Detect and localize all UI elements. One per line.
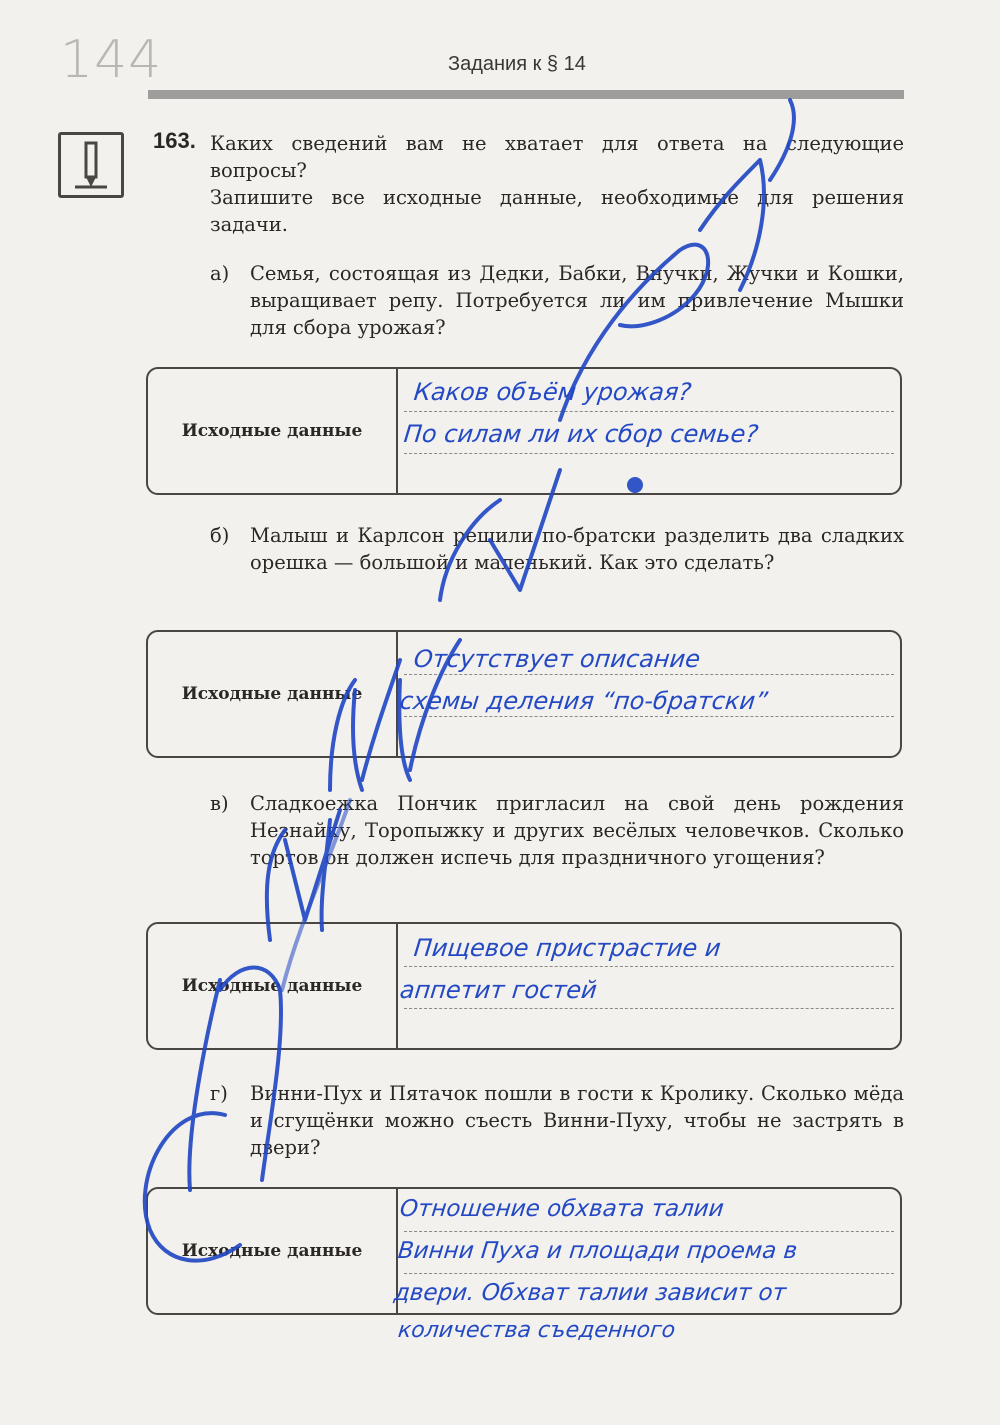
ruled-line <box>404 1231 894 1232</box>
handwritten-answer-v-1: Пищевое пристрастие и <box>412 934 723 962</box>
page-number: 144 <box>60 30 163 90</box>
handwritten-answer-g-3: двери. Обхват талии зависит от <box>392 1280 788 1306</box>
handwritten-answer-b-1: Отсутствует описание <box>412 645 702 673</box>
task-question-1: Каких сведений вам не хватает для ответа на следующие вопросы? <box>210 132 904 182</box>
ruled-line <box>404 411 894 412</box>
item-v-marker: в) <box>210 792 229 815</box>
item-a-marker: а) <box>210 262 230 285</box>
page-header-title: Задания к § 14 <box>448 53 586 75</box>
item-a-text: Семья, состоящая из Дедки, Бабки, Внучки, Жучки и Кошки, выращивает репу. Потребуется ли им привлечение Мышки для сбора урожая? <box>250 262 904 339</box>
item-b-text: Малыш и Карлсон решили по-братски разделить два сладких орешка — большой и маленький. Как это сделать? <box>250 524 904 574</box>
header-rule <box>148 90 904 99</box>
ruled-line <box>404 966 894 967</box>
handwritten-answer-g-1: Отношение обхвата талии <box>398 1196 726 1222</box>
ruled-line <box>404 674 894 675</box>
answer-label-b: Исходные данные <box>148 632 398 756</box>
pencil-task-icon <box>58 132 124 198</box>
handwritten-answer-g-4: количества съеденного <box>396 1318 677 1343</box>
ruled-line <box>404 716 894 717</box>
answer-label-g: Исходные данные <box>148 1189 398 1313</box>
answer-label-v: Исходные данные <box>148 924 398 1048</box>
handwritten-answer-a-2: По силам ли их сбор семье? <box>402 420 760 448</box>
ruled-line <box>404 1273 894 1274</box>
item-v-text: Сладкоежка Пончик пригласил на свой день рождения Незнайку, Торопыжку и других весёлых человечков. Сколько тортов он должен испечь для праздничного угощения? <box>250 792 904 869</box>
item-b-marker: б) <box>210 524 230 547</box>
handwritten-answer-b-2: схемы деления “по-братски” <box>398 687 770 715</box>
handwritten-answer-g-2: Винни Пуха и площади проема в <box>396 1238 799 1264</box>
item-g-marker: г) <box>210 1082 228 1105</box>
handwritten-answer-a-1: Каков объём урожая? <box>412 378 693 406</box>
ruled-line <box>404 453 894 454</box>
ruled-line <box>404 1008 894 1009</box>
answer-label-a: Исходные данные <box>148 369 398 493</box>
task-question-2: Запишите все исходные данные, необходимые для решения задачи. <box>210 186 904 236</box>
item-g-text: Винни-Пух и Пятачок пошли в гости к Кролику. Сколько мёда и сгущёнки можно съесть Винни-Пуху, чтобы не застрять в двери? <box>250 1082 904 1159</box>
handwritten-answer-v-2: аппетит гостей <box>398 976 599 1004</box>
task-number: 163. <box>153 128 196 153</box>
